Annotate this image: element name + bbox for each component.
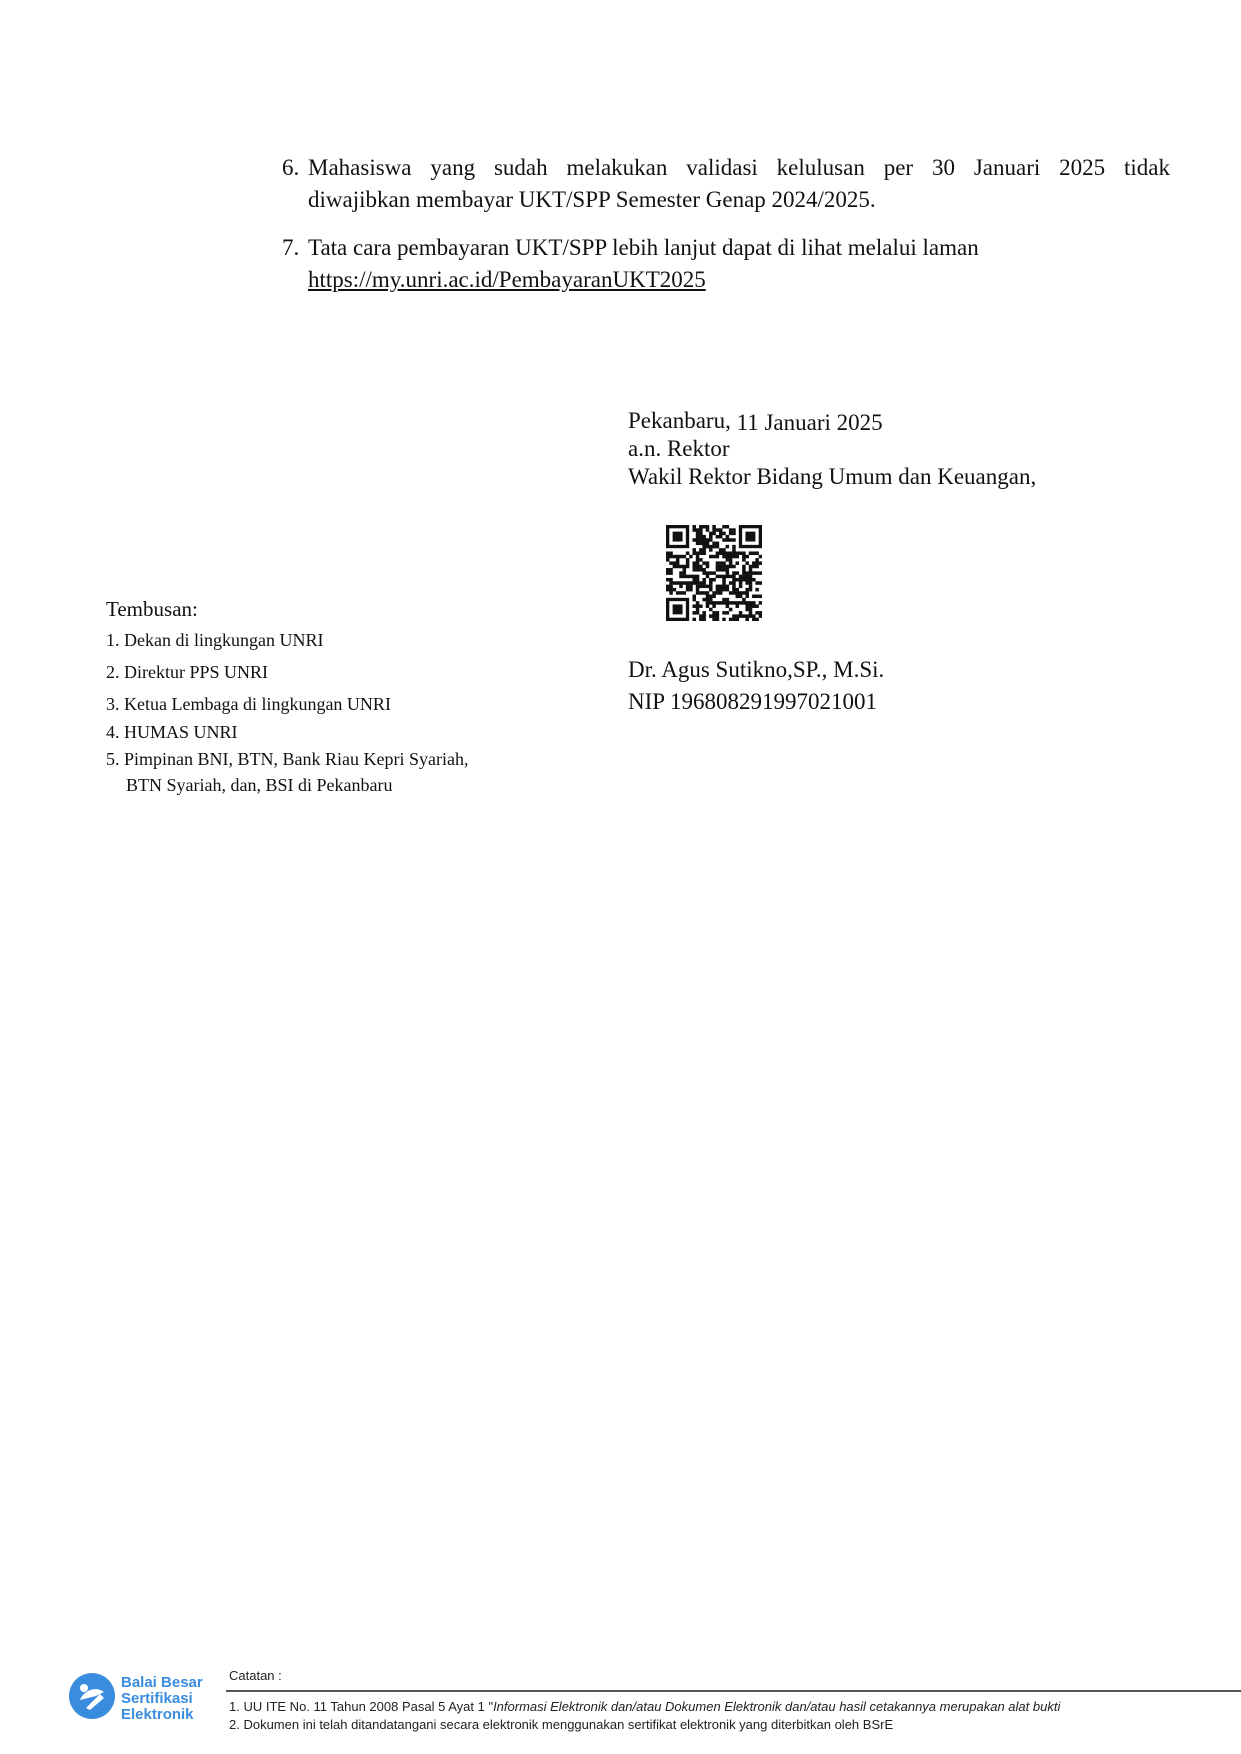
signer-name: Dr. Agus Sutikno,SP., M.Si. [628, 657, 885, 682]
list-item-7 [282, 232, 1170, 296]
bsre-logo-icon [66, 1670, 118, 1722]
tembusan-item-cont: BTN Syariah, dan, BSI di Pekanbaru [126, 775, 393, 795]
tembusan-block [106, 592, 666, 798]
payment-link[interactable]: https://my.unri.ac.id/PembayaranUKT2025 [308, 267, 706, 292]
tembusan-item: 2. Direktur PPS UNRI [106, 662, 269, 682]
signature-block [628, 407, 1148, 491]
signer-block [628, 654, 1148, 718]
footer-note-2: 2. Dokumen ini telah ditandatangani secara elektronik menggunakan sertifikat elektronik yang diterbitkan oleh BSrE [229, 1717, 894, 1732]
item-text: Tata cara pembayaran UKT/SPP lebih lanjut dapat di lihat melalui laman https://my.unri.ac.id/PembayaranUKT2025 [308, 235, 979, 292]
footer-divider [226, 1690, 1241, 1692]
signature-date: 11 Januari 2025 [736, 410, 883, 435]
signature-place: Pekanbaru, [628, 408, 731, 433]
item-number: 6. [282, 155, 300, 180]
signature-position: Wakil Rektor Bidang Umum dan Keuangan, [628, 464, 1037, 489]
signer-nip: NIP 196808291997021001 [628, 689, 877, 714]
footer-note-1: 1. UU ITE No. 11 Tahun 2008 Pasal 5 Ayat 1 "Informasi Elektronik dan/atau Dokumen Elektronik dan/atau hasil cetakannya merupakan alat bukti [229, 1699, 1061, 1714]
item-text: Mahasiswa yang sudah melakukan validasi kelulusan per 30 Januari 2025 tidak diwajibkan membayar UKT/SPP Semester Genap 2024/2025. [308, 155, 1170, 212]
footer-catatan: Catatan : [229, 1668, 282, 1683]
list-item-6 [282, 152, 1170, 216]
tembusan-item: 5. Pimpinan BNI, BTN, Bank Riau Kepri Syariah, [106, 749, 469, 769]
tembusan-item: 1. Dekan di lingkungan UNRI [106, 630, 324, 650]
signature-on-behalf: a.n. Rektor [628, 436, 730, 461]
tembusan-title: Tembusan: [106, 597, 198, 621]
tembusan-item: 3. Ketua Lembaga di lingkungan UNRI [106, 694, 391, 714]
item-number: 7. [282, 235, 300, 260]
qr-code-icon [666, 525, 762, 621]
bsre-logo-text: Balai Besar Sertifikasi Elektronik [121, 1674, 203, 1723]
tembusan-item: 4. HUMAS UNRI [106, 722, 238, 742]
